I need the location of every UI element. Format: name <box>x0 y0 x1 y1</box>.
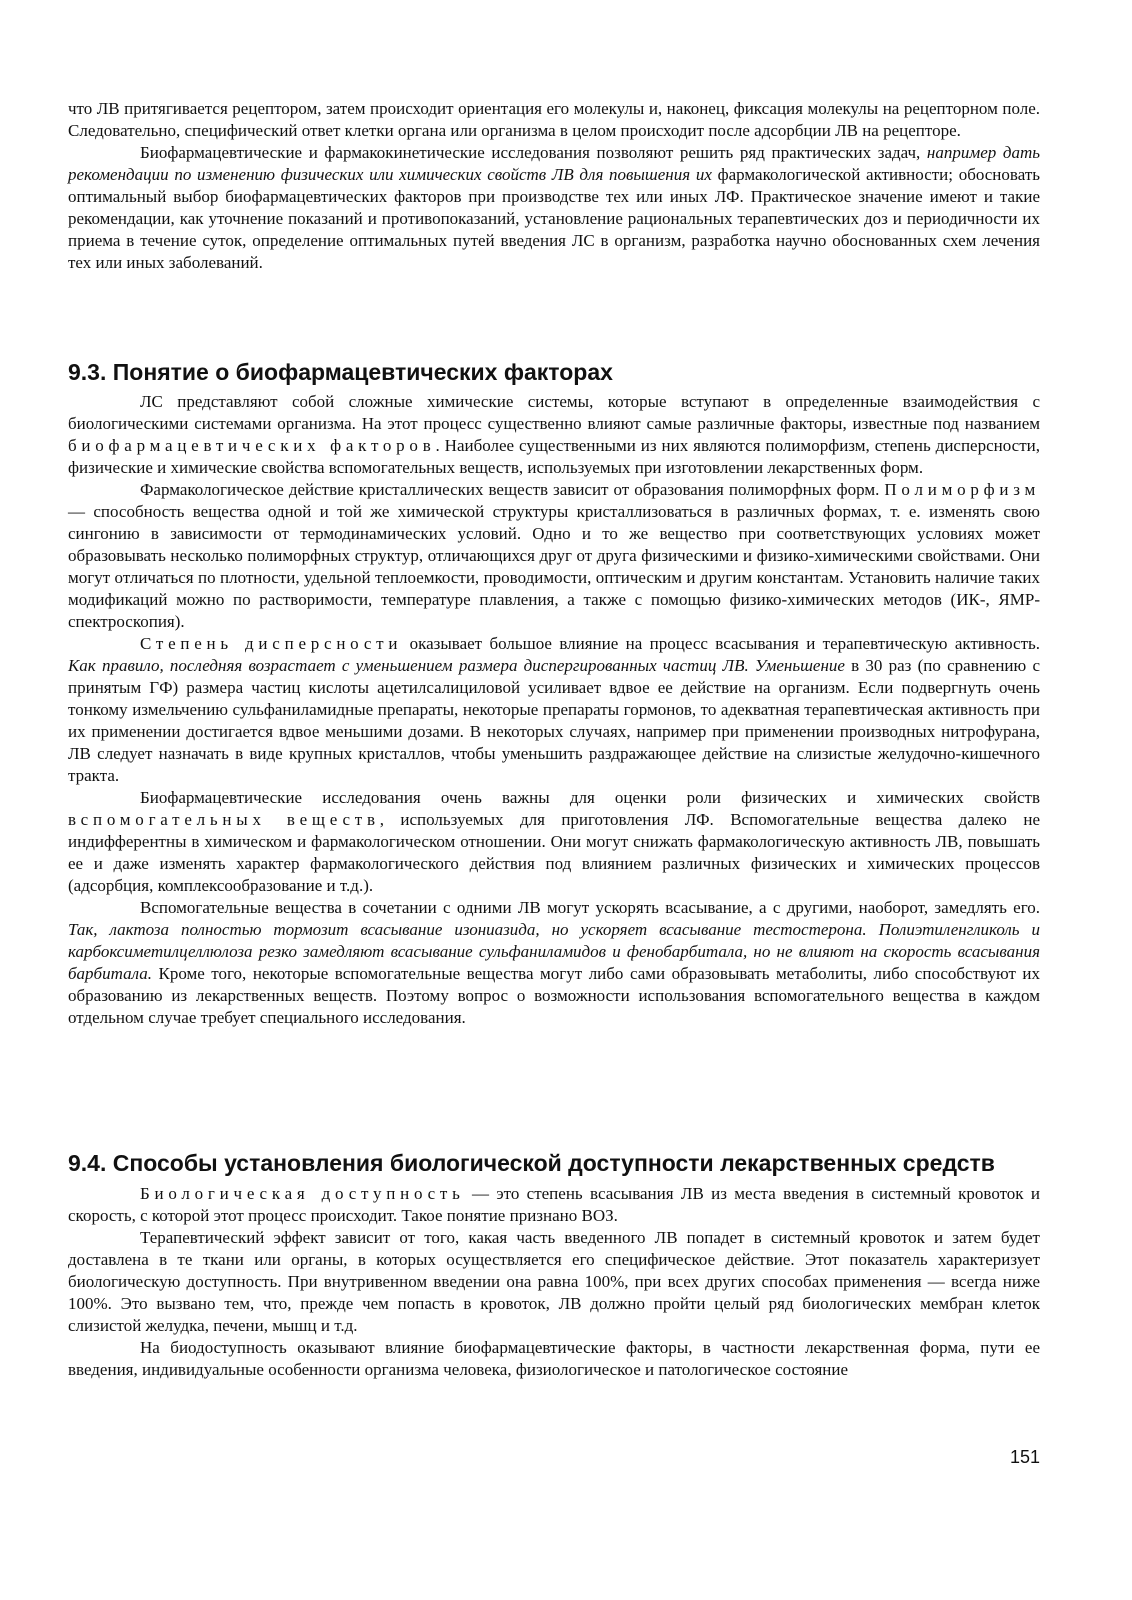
paragraph-text: , используемых для приготовления ЛФ. Вспомогательные вещества далеко не индифферентны в химическом и фармакологическом отношении. Они могут снижать фармакологическую активность ЛВ, повышать ее и даже изменять характер фармакологического действия под влиянием различных физических и химических процессов (адсорбция, комплексообразование и т.д.). <box>68 810 1040 895</box>
paragraph-text: Биофармацевтические и фармакокинетические исследования позволяют решить ряд практических задач, <box>140 143 927 162</box>
excipients-paragraph <box>68 787 1040 897</box>
biopharm-research-paragraph <box>68 142 1040 274</box>
absorption-paragraph <box>68 897 1040 1029</box>
polymorphism-paragraph <box>68 479 1040 633</box>
italic-text: Как правило, последняя возрастает с уменьшением размера диспергированных частиц ЛВ. Уменьшение <box>68 656 845 675</box>
section-heading-9-3: 9.3. Понятие о биофармацевтических факторах <box>68 359 613 385</box>
bioavailability-definition-paragraph <box>68 1183 1040 1227</box>
italic-text: например дать рекомендации по изменению физических или химических свойств ЛВ для повышения их <box>68 143 1040 184</box>
section-9-4-body <box>68 1183 1040 1381</box>
biopharm-factors-paragraph <box>68 391 1040 479</box>
dispersity-paragraph <box>68 633 1040 787</box>
therapeutic-effect-paragraph: Терапевтический эффект зависит от того, какая часть введенного ЛВ попадет в системный кровоток и затем будет доставлена в те ткани или органы, в которых осуществляется его специфическое действие. Этот показатель характеризует биологическую доступность. При внутривенном введении она равна 100%, при всех других способах применения — всегда ниже 100%. Это вызвано тем, что, прежде чем попасть в кровоток, ЛВ должно пройти целый ряд биологических мембран клеток слизистой желудка, печени, мышц и т.д. <box>68 1228 1040 1335</box>
spaced-term: вспомогательных веществ <box>68 810 380 829</box>
section-heading-9-4: 9.4. Способы установления биологической доступности лекарственных средств <box>68 1150 995 1176</box>
paragraph-text: Вспомогательные вещества в сочетании с одними ЛВ могут ускорять всасывание, а с другими, наоборот, замедлять его. <box>140 898 1040 917</box>
paragraph-text: оказывает большое влияние на процесс всасывания и терапевтическую активность. <box>402 634 1041 653</box>
page-number: 151 <box>1009 1447 1040 1467</box>
spaced-term: Полиморфизм <box>884 480 1040 499</box>
italic-text: Так, лактоза полностью тормозит всасывание изониазида, но ускоряет всасывание тестостерона. Полиэтиленгликоль и карбоксиметилцеллюлоза резко замедляют всасывание сульфаниламидов и фенобарбитала, но не влияют на скорость всасывания барбитала. <box>68 920 1040 983</box>
paragraph-text: . Наиболее существенными из них являются полиморфизм, степень дисперсности, физические и химические свойства вспомогательных веществ, используемых при изготовлении лекарственных форм. <box>68 436 1040 477</box>
continuation-paragraph: что ЛВ притягивается рецептором, затем происходит ориентация его молекулы и, наконец, фиксация молекулы на рецепторном поле. Следовательно, специфический ответ клетки органа или организма в целом происходит после адсорбции ЛВ на рецепторе. <box>68 99 1040 140</box>
paragraph-text: — способность вещества одной и той же химической структуры кристаллизоваться в различных формах, т. е. изменять свою сингонию в зависимости от термодинамических условий. Одно и то же вещество при соответствующих условиях может образовывать несколько полиморфных структур, отличающихся друг от друга физическими и физико-химическими свойствами. Они могут отличаться по плотности, удельной теплоемкости, проводимости, оптическим и другим константам. Установить наличие таких модификаций можно по растворимости, температуре плавления, а также с помощью физико-химических методов (ИК-, ЯМР-спектроскопия). <box>68 502 1040 631</box>
bioavailability-factors-paragraph: На биодоступность оказывают влияние биофармацевтические факторы, в частности лекарственная форма, пути ее введения, индивидуальные особенности организма человека, физиологическое и патологическое состояние <box>68 1338 1040 1379</box>
intro-text-block <box>68 98 1040 274</box>
paragraph-text: Биофармацевтические исследования очень важны для оценки роли физических и химических свойств <box>140 788 1040 807</box>
spaced-term: биофармацевтических факторов <box>68 436 436 455</box>
section-9-3-body <box>68 391 1040 1029</box>
paragraph-text: ЛС представляют собой сложные химические системы, которые вступают в определенные взаимодействия с биологическими системами организма. На этот процесс существенно влияют самые различные факторы, известные под названием <box>68 392 1040 433</box>
spaced-term: Биологическая доступность <box>140 1184 465 1203</box>
paragraph-text: Фармакологическое действие кристаллических веществ зависит от образования полиморфных форм. <box>140 480 885 499</box>
paragraph-text: в 30 раз (по сравнению с принятым ГФ) размера частиц кислоты ацетилсалициловой усиливает вдвое ее действие на организм. Если подвергнуть очень тонкому измельчению сульфаниламидные препараты, некоторые препараты гормонов, то адекватная терапевтическая активность при их применении достигается вдвое меньшими дозами. В некоторых случаях, например при применении производных нитрофурана, ЛВ следует назначать в виде крупных кристаллов, чтобы уменьшить раздражающее действие на слизистые желудочно-кишечного тракта. <box>68 656 1040 785</box>
paragraph-text: фармакологической активности; обосновать оптимальный выбор биофармацевтических факторов при производстве тех или иных ЛФ. Практическое значение имеют и такие рекомендации, как уточнение показаний и противопоказаний, установление рациональных терапевтических доз и периодичности их приема в течение суток, определение оптимальных путей введения ЛС в организм, разработка научно обоснованных схем лечения тех или иных заболеваний. <box>68 165 1040 272</box>
paragraph-text: Кроме того, некоторые вспомогательные вещества могут либо сами образовывать метаболиты, либо способствуют их образованию из лекарственных веществ. Поэтому вопрос о возможности использования вспомогательного вещества в каждом отдельном случае требует специального исследования. <box>68 964 1040 1027</box>
paragraph-text: — это степень всасывания ЛВ из места введения в системный кровоток и скорость, с которой этот процесс происходит. Такое понятие признано ВОЗ. <box>68 1184 1041 1225</box>
spaced-term: Степень дисперсности <box>140 634 403 653</box>
